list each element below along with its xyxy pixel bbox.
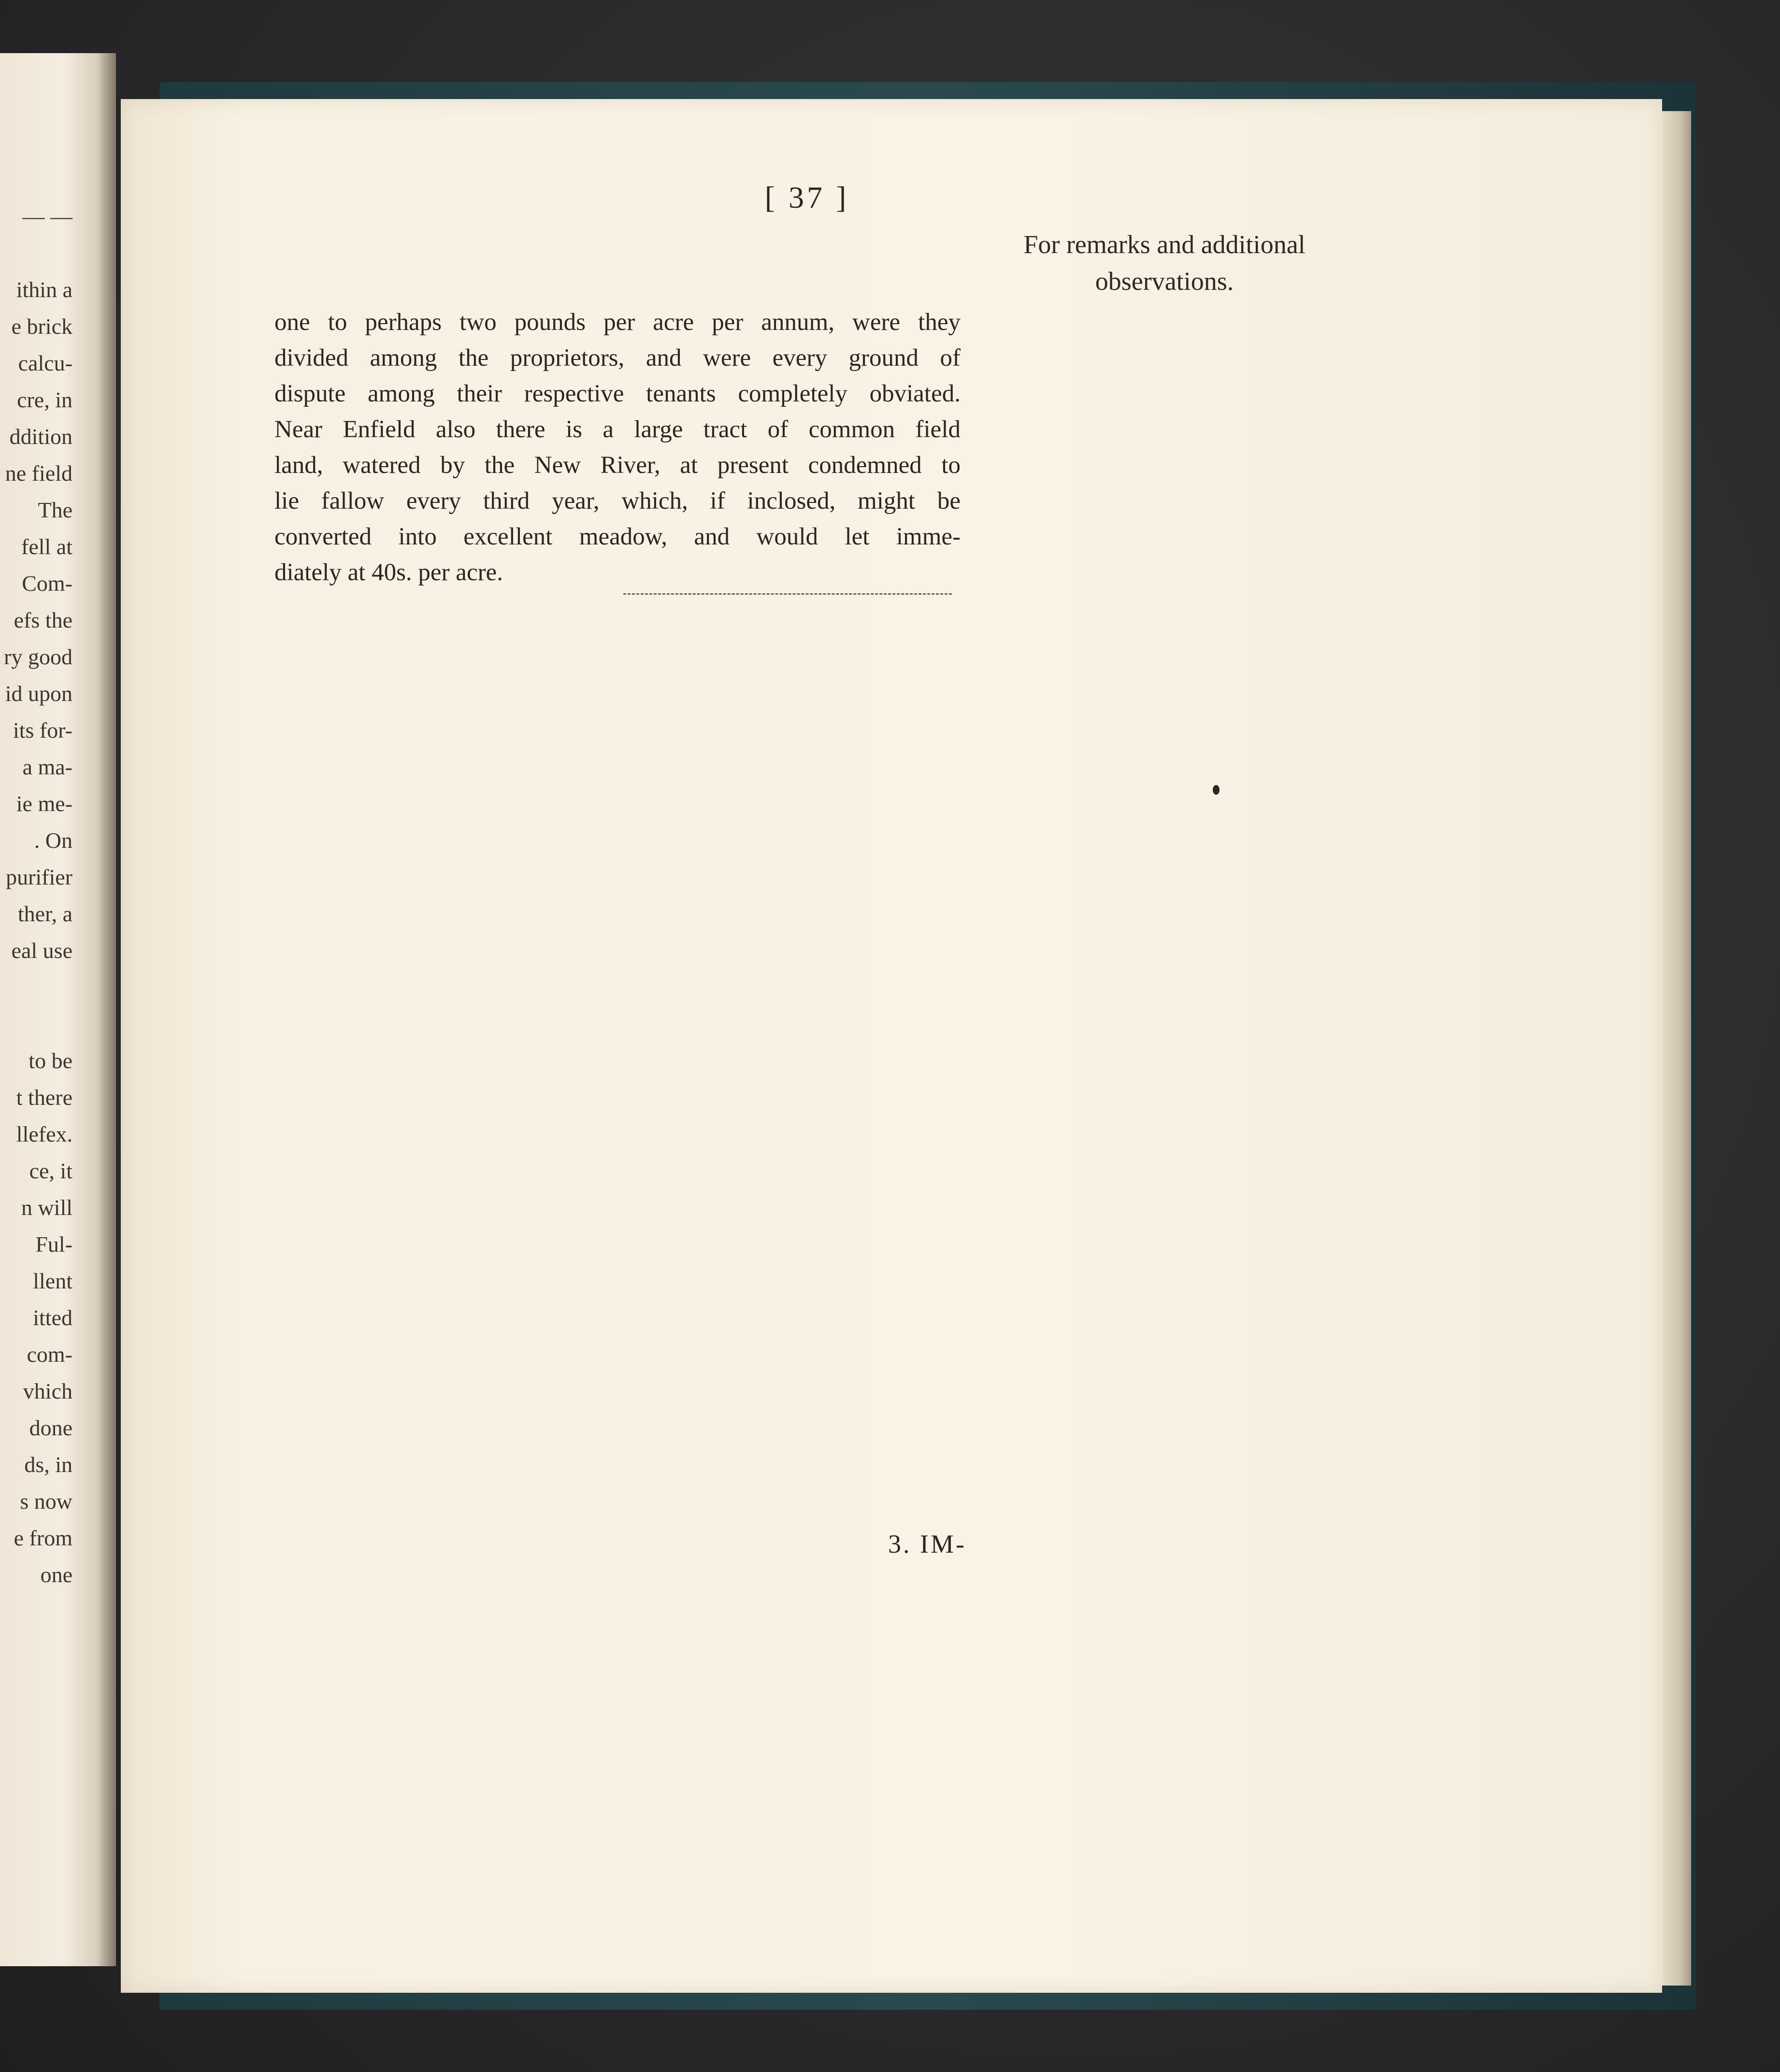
left-page-line: one xyxy=(40,1562,72,1587)
left-page-line: its for- xyxy=(13,718,72,743)
left-page-line xyxy=(0,969,72,1006)
margin-note xyxy=(981,226,1348,300)
text-line: dispute among their respective tenants completely obviated. xyxy=(274,380,961,407)
left-page-line: . On xyxy=(34,828,72,853)
catchword: 3. IM- xyxy=(888,1529,966,1558)
text-line: divided among the proprietors, and were every ground of xyxy=(274,344,961,372)
left-page-line: s now xyxy=(20,1489,72,1514)
page-number: [ 37 ] xyxy=(764,180,849,214)
gutter-shadow xyxy=(97,53,116,1966)
left-page-line: t there xyxy=(16,1085,72,1110)
left-page-line xyxy=(0,235,72,272)
ink-speck xyxy=(1213,785,1220,795)
left-page-line: — — xyxy=(22,204,72,229)
body-paragraph xyxy=(274,304,961,590)
margin-note-line-1: For remarks and additional xyxy=(1023,230,1306,259)
left-page-line: eal use xyxy=(11,938,72,963)
left-page-line: ds, in xyxy=(24,1452,72,1477)
left-page-line: ce, it xyxy=(29,1158,72,1183)
left-page-line: ry good xyxy=(4,644,72,669)
left-page-line: a ma- xyxy=(22,755,72,779)
text-line: land, watered by the New River, at present condemned to xyxy=(274,452,961,479)
page-fore-edge xyxy=(1662,111,1691,1986)
left-page-line: itted xyxy=(33,1305,72,1330)
left-page-line: e from xyxy=(14,1526,72,1550)
left-page-line: ther, a xyxy=(17,901,72,926)
left-facing-page xyxy=(0,53,116,1966)
margin-note-line-2: observations. xyxy=(1095,267,1234,296)
text-line: lie fallow every third year, which, if inclosed, might be xyxy=(274,487,961,514)
left-page-line: n will xyxy=(21,1195,72,1220)
left-page-line: cre, in xyxy=(17,387,72,412)
left-page-line: llefex. xyxy=(16,1122,72,1146)
left-page-line: The xyxy=(38,498,72,522)
left-page-line: to be xyxy=(29,1048,72,1073)
left-page-line: llent xyxy=(33,1269,72,1293)
left-page-line: ne field xyxy=(5,461,72,486)
left-page-line: com- xyxy=(27,1342,72,1367)
text-line: converted into excellent meadow, and would let imme- xyxy=(274,523,961,550)
section-rule xyxy=(623,593,952,595)
left-page-line: purifier xyxy=(6,865,72,889)
text-line: Near Enfield also there is a large tract of common field xyxy=(274,416,961,443)
left-page-line: ithin a xyxy=(16,277,72,302)
left-page-line: Com- xyxy=(22,571,72,596)
left-page-text xyxy=(0,198,72,1593)
left-page-line: Ful- xyxy=(35,1232,72,1257)
text-line: one to perhaps two pounds per acre per annum, were they xyxy=(274,309,961,336)
left-page-line: done xyxy=(29,1415,72,1440)
left-page-line: calcu- xyxy=(18,351,72,375)
left-page-line: vhich xyxy=(23,1379,72,1403)
left-page-line: e brick xyxy=(11,314,72,339)
left-page-line: id upon xyxy=(5,681,72,706)
text-line: diately at 40s. per acre. xyxy=(274,559,503,586)
left-page-line: ddition xyxy=(9,424,72,449)
left-page-line: efs the xyxy=(14,608,72,632)
left-page-line: ie me- xyxy=(16,791,72,816)
left-page-line: fell at xyxy=(21,534,72,559)
left-page-line xyxy=(0,1006,72,1043)
